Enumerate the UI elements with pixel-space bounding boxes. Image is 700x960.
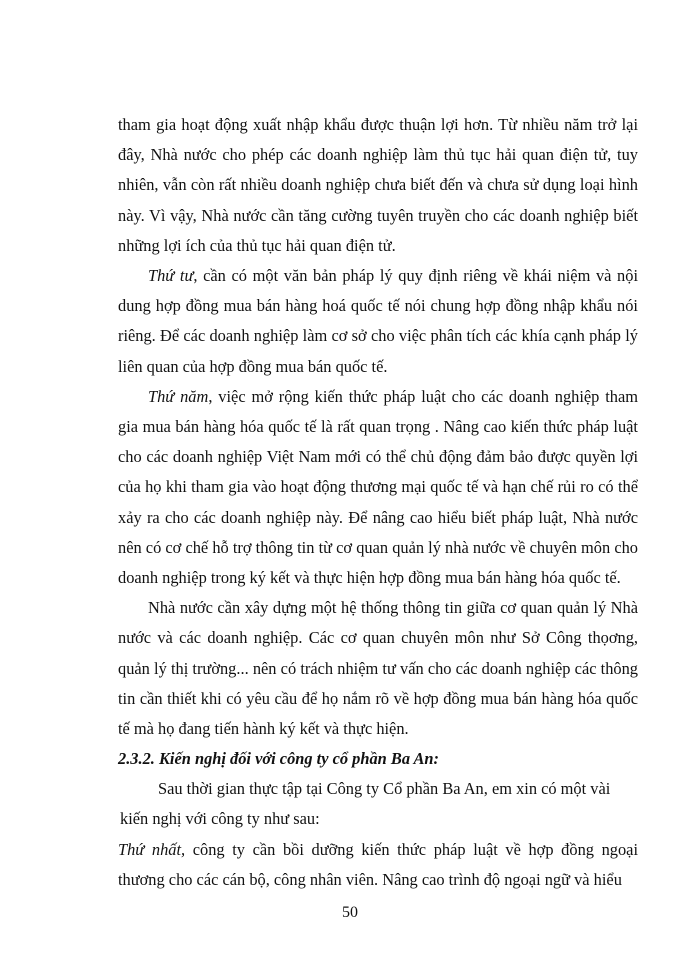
paragraph-1-text: tham gia hoạt động xuất nhập khẩu được thuận lợi hơn. Từ nhiều năm trở lại đây, Nhà nước cho phép các doanh nghiệp làm thủ tục hải quan điện tử, tuy nhiên, vẫn còn rất nhiều doanh nghiệp chưa biết đến và chưa sử dụng loại hình này. Vì vậy, Nhà nước cần tăng cường tuyên truyền cho các doanh nghiệp biết những lợi ích của thủ tục hải quan điện tử. [118, 115, 638, 255]
paragraph-information-system [118, 593, 638, 744]
section-intro [118, 774, 638, 834]
final-paragraph-text: công ty cần bồi dưỡng kiến thức pháp luật về hợp đồng ngoại thương cho các cán bộ, công nhân viên. Nâng cao trình độ ngoại ngữ và hiểu [118, 839, 638, 889]
intro-line-2: kiến nghị với công ty như sau: [120, 809, 320, 829]
page-number: 50 [342, 904, 358, 921]
final-paragraph-lead: Thứ nhất, [118, 839, 186, 859]
paragraph-customs-continuation [118, 110, 638, 261]
body-text [118, 110, 638, 895]
paragraph-first-company-recommendation [118, 835, 638, 895]
paragraph-fourth-recommendation [118, 261, 638, 382]
paragraph-2-text: , cần có một văn bản pháp lý quy định riêng về khái niệm và nội dung hợp đồng mua bán hàng hoá quốc tế nói chung hợp đồng nhập khẩu nói riêng. Để các doanh nghiệp làm cơ sở cho việc phân tích các khía cạnh pháp lý liên quan của hợp đồng mua bán quốc tế. [118, 266, 639, 376]
paragraph-2-lead: Thứ tư [148, 266, 194, 286]
section-heading: 2.3.2. Kiến nghị đối với công ty cổ phần Ba An: [118, 749, 440, 769]
paragraph-3-text: , việc mở rộng kiến thức pháp luật cho các doanh nghiệp tham gia mua bán hàng hóa quốc tế là rất quan trọng . Nâng cao kiến thức pháp luật cho các doanh nghiệp Việt Nam mới có thể chủ động đảm bảo được quyền lợi của họ khi tham gia vào hoạt động thương mại quốc tế và hạn chế rủi ro có thể xảy ra cho các doanh nghiệp này. Để nâng cao hiểu biết pháp luật, Nhà nước nên có cơ chế hỗ trợ thông tin từ cơ quan quản lý nhà nước về chuyên môn cho doanh nghiệp trong ký kết và thực hiện hợp đồng mua bán hàng hóa quốc tế. [118, 386, 638, 588]
paragraph-4-text: Nhà nước cần xây dựng một hệ thống thông tin giữa cơ quan quản lý Nhà nước và các doanh nghiệp. Các cơ quan chuyên môn như Sở Công thọơng, quản lý thị trường... nên có trách nhiệm tư vấn cho các doanh nghiệp các thông tin cần thiết khi có yêu cầu để họ nắm rõ về hợp đồng mua bán hàng hóa quốc tế mà họ đang tiến hành ký kết và thực hiện. [118, 598, 638, 739]
paragraph-3-lead: Thứ năm [148, 386, 209, 406]
paragraph-fifth-recommendation [118, 382, 638, 593]
intro-line-1: Sau thời gian thực tập tại Công ty Cổ phần Ba An, em xin có một vài [158, 779, 611, 799]
